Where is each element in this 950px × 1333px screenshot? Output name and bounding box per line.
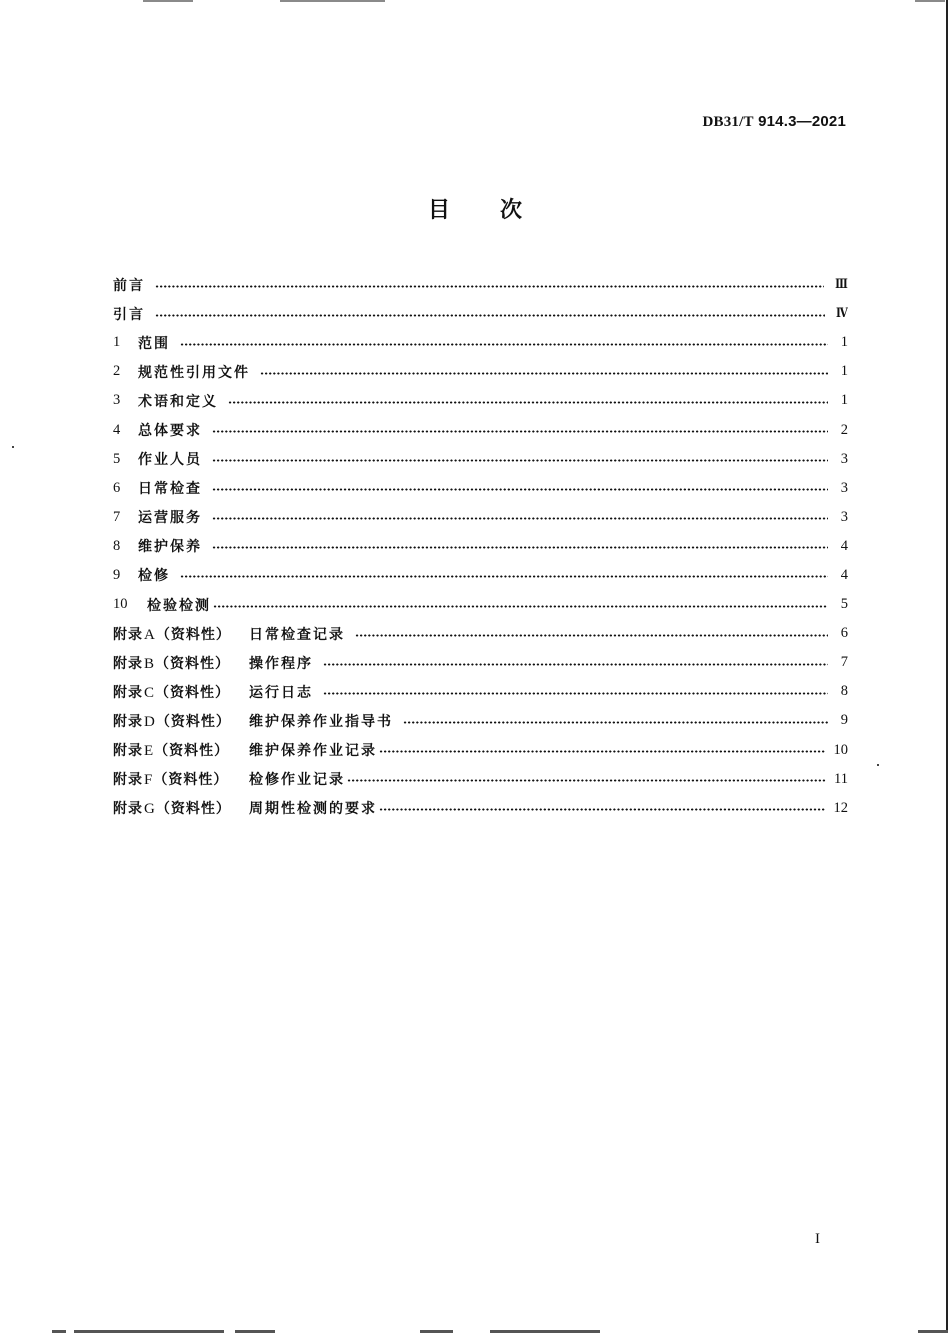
annex-prefix: 附录 bbox=[113, 684, 143, 701]
toc-entry-label: 日常检查 bbox=[138, 481, 202, 498]
annex-designation bbox=[113, 682, 249, 702]
toc-entry-chapter[interactable] bbox=[113, 590, 848, 619]
dot-leader bbox=[180, 343, 828, 346]
toc-entry-page: 3 bbox=[840, 450, 848, 467]
annex-prefix: 附录 bbox=[113, 743, 143, 760]
dot-leader bbox=[212, 459, 828, 462]
toc-entry-page: Ⅲ bbox=[835, 277, 848, 293]
toc-entry-chapter[interactable] bbox=[113, 386, 848, 415]
dot-leader bbox=[228, 401, 828, 404]
annex-prefix: 附录 bbox=[113, 655, 143, 672]
toc-entry-number: 10 bbox=[113, 596, 128, 613]
dot-leader bbox=[180, 575, 828, 578]
toc-entry-annex-c[interactable] bbox=[113, 677, 848, 706]
dot-leader bbox=[260, 372, 828, 375]
annex-prefix: 附录 bbox=[113, 801, 143, 818]
annex-type: （资料性） bbox=[155, 801, 231, 818]
page-title bbox=[0, 193, 950, 224]
toc-entry-page: 3 bbox=[840, 508, 848, 525]
annex-type: （资料性） bbox=[155, 713, 231, 730]
annex-prefix: 附录 bbox=[113, 626, 143, 643]
toc-entry-page: 10 bbox=[833, 741, 848, 758]
annex-letter: G bbox=[144, 801, 155, 818]
dot-leader bbox=[403, 721, 828, 724]
annex-type: （资料性） bbox=[154, 743, 230, 760]
toc-entry-number: 2 bbox=[113, 363, 121, 380]
toc-entry-page: 8 bbox=[840, 683, 848, 700]
dot-leader bbox=[212, 517, 828, 520]
annex-prefix: 附录 bbox=[113, 772, 143, 789]
annex-designation bbox=[113, 769, 249, 789]
toc-entry-chapter[interactable] bbox=[113, 474, 848, 503]
table-of-contents bbox=[113, 270, 848, 823]
annex-designation bbox=[113, 653, 249, 673]
toc-entry-page: 4 bbox=[840, 566, 848, 583]
toc-entry-label: 范围 bbox=[138, 335, 170, 352]
toc-entry-page: Ⅳ bbox=[836, 306, 848, 322]
annex-designation bbox=[113, 798, 249, 818]
toc-entry-introduction[interactable] bbox=[113, 299, 848, 328]
dot-leader bbox=[212, 430, 828, 433]
annex-type: （资料性） bbox=[155, 684, 231, 701]
dot-leader bbox=[212, 546, 828, 549]
page-number: I bbox=[815, 1231, 820, 1247]
toc-entry-label: 维护保养 bbox=[138, 539, 202, 556]
toc-entry-number: 3 bbox=[113, 392, 121, 409]
toc-entry-chapter[interactable] bbox=[113, 445, 848, 474]
annex-designation bbox=[113, 711, 249, 731]
toc-entry-page: 3 bbox=[840, 479, 848, 496]
toc-entry-label: 周期性检测的要求 bbox=[249, 801, 377, 818]
toc-entry-annex-b[interactable] bbox=[113, 648, 848, 677]
title-char-2: 次 bbox=[500, 198, 523, 223]
dot-leader bbox=[379, 808, 826, 811]
toc-entry-page: 9 bbox=[840, 712, 848, 729]
standard-code-number: 914.3—2021 bbox=[758, 113, 846, 130]
toc-entry-page: 4 bbox=[840, 537, 848, 554]
toc-entry-label: 引言 bbox=[113, 306, 145, 323]
scan-speck bbox=[12, 446, 14, 448]
toc-entry-page: 1 bbox=[840, 363, 848, 380]
annex-type: （资料性） bbox=[155, 655, 231, 672]
standard-code bbox=[703, 113, 847, 131]
toc-entry-number: 9 bbox=[113, 566, 121, 583]
toc-entry-label: 维护保养作业指导书 bbox=[249, 713, 393, 730]
toc-entry-label: 检验检测 bbox=[147, 597, 211, 614]
toc-entry-chapter[interactable] bbox=[113, 503, 848, 532]
toc-entry-annex-f[interactable] bbox=[113, 765, 848, 794]
toc-entry-page: 1 bbox=[840, 334, 848, 351]
scan-artifact bbox=[915, 0, 945, 2]
toc-entry-chapter[interactable] bbox=[113, 561, 848, 590]
toc-entry-chapter[interactable] bbox=[113, 415, 848, 444]
dot-leader bbox=[155, 314, 825, 317]
dot-leader bbox=[323, 663, 828, 666]
annex-letter: E bbox=[144, 743, 154, 760]
annex-prefix: 附录 bbox=[113, 713, 143, 730]
annex-letter: B bbox=[144, 655, 155, 672]
toc-entry-chapter[interactable] bbox=[113, 532, 848, 561]
dot-leader bbox=[323, 692, 828, 695]
toc-entry-number: 8 bbox=[113, 537, 121, 554]
toc-entry-label: 日常检查记录 bbox=[249, 626, 345, 643]
toc-entry-annex-g[interactable] bbox=[113, 794, 848, 823]
dot-leader bbox=[379, 750, 826, 753]
toc-entry-page: 1 bbox=[840, 392, 848, 409]
toc-entry-label: 作业人员 bbox=[138, 452, 202, 469]
scan-artifact bbox=[143, 0, 193, 2]
dot-leader bbox=[155, 285, 824, 288]
toc-entry-number: 1 bbox=[113, 334, 121, 351]
toc-entry-page: 7 bbox=[840, 654, 848, 671]
toc-entry-label: 规范性引用文件 bbox=[138, 364, 250, 381]
annex-type: （资料性） bbox=[155, 626, 231, 643]
annex-letter: D bbox=[144, 713, 155, 730]
toc-entry-page: 12 bbox=[833, 799, 848, 816]
dot-leader bbox=[212, 488, 828, 491]
toc-entry-page: 2 bbox=[840, 421, 848, 438]
toc-entry-number: 4 bbox=[113, 421, 121, 438]
dot-leader bbox=[355, 634, 828, 637]
scan-speck bbox=[877, 764, 879, 766]
toc-entry-annex-d[interactable] bbox=[113, 706, 848, 735]
toc-entry-label: 维护保养作业记录 bbox=[249, 743, 377, 760]
toc-entry-annex-e[interactable] bbox=[113, 736, 848, 765]
annex-designation bbox=[113, 624, 249, 644]
annex-letter: A bbox=[144, 626, 155, 643]
annex-type: （资料性） bbox=[153, 772, 229, 789]
annex-designation bbox=[113, 740, 249, 760]
toc-entry-number: 7 bbox=[113, 508, 121, 525]
toc-entry-label: 前言 bbox=[113, 277, 145, 294]
toc-entry-page: 6 bbox=[840, 625, 848, 642]
toc-entry-label: 总体要求 bbox=[138, 423, 202, 440]
title-char-1: 目 bbox=[427, 198, 450, 223]
toc-entry-page: 11 bbox=[834, 770, 848, 787]
toc-entry-label: 运行日志 bbox=[249, 684, 313, 701]
scan-artifact bbox=[280, 0, 385, 2]
toc-entry-page: 5 bbox=[840, 596, 848, 613]
toc-entry-label: 运营服务 bbox=[138, 510, 202, 527]
toc-entry-chapter[interactable] bbox=[113, 328, 848, 357]
annex-letter: C bbox=[144, 684, 155, 701]
toc-entry-label: 检修 bbox=[138, 568, 170, 585]
toc-entry-number: 5 bbox=[113, 450, 121, 467]
toc-entry-label: 检修作业记录 bbox=[249, 772, 345, 789]
toc-entry-foreword[interactable] bbox=[113, 270, 848, 299]
toc-entry-number: 6 bbox=[113, 479, 121, 496]
annex-letter: F bbox=[144, 772, 153, 789]
dot-leader bbox=[213, 605, 828, 608]
toc-entry-label: 术语和定义 bbox=[138, 393, 218, 410]
dot-leader bbox=[347, 779, 826, 782]
toc-entry-annex-a[interactable] bbox=[113, 619, 848, 648]
toc-entry-label: 操作程序 bbox=[249, 655, 313, 672]
toc-entry-chapter[interactable] bbox=[113, 357, 848, 386]
standard-code-prefix: DB31/T bbox=[702, 114, 754, 130]
